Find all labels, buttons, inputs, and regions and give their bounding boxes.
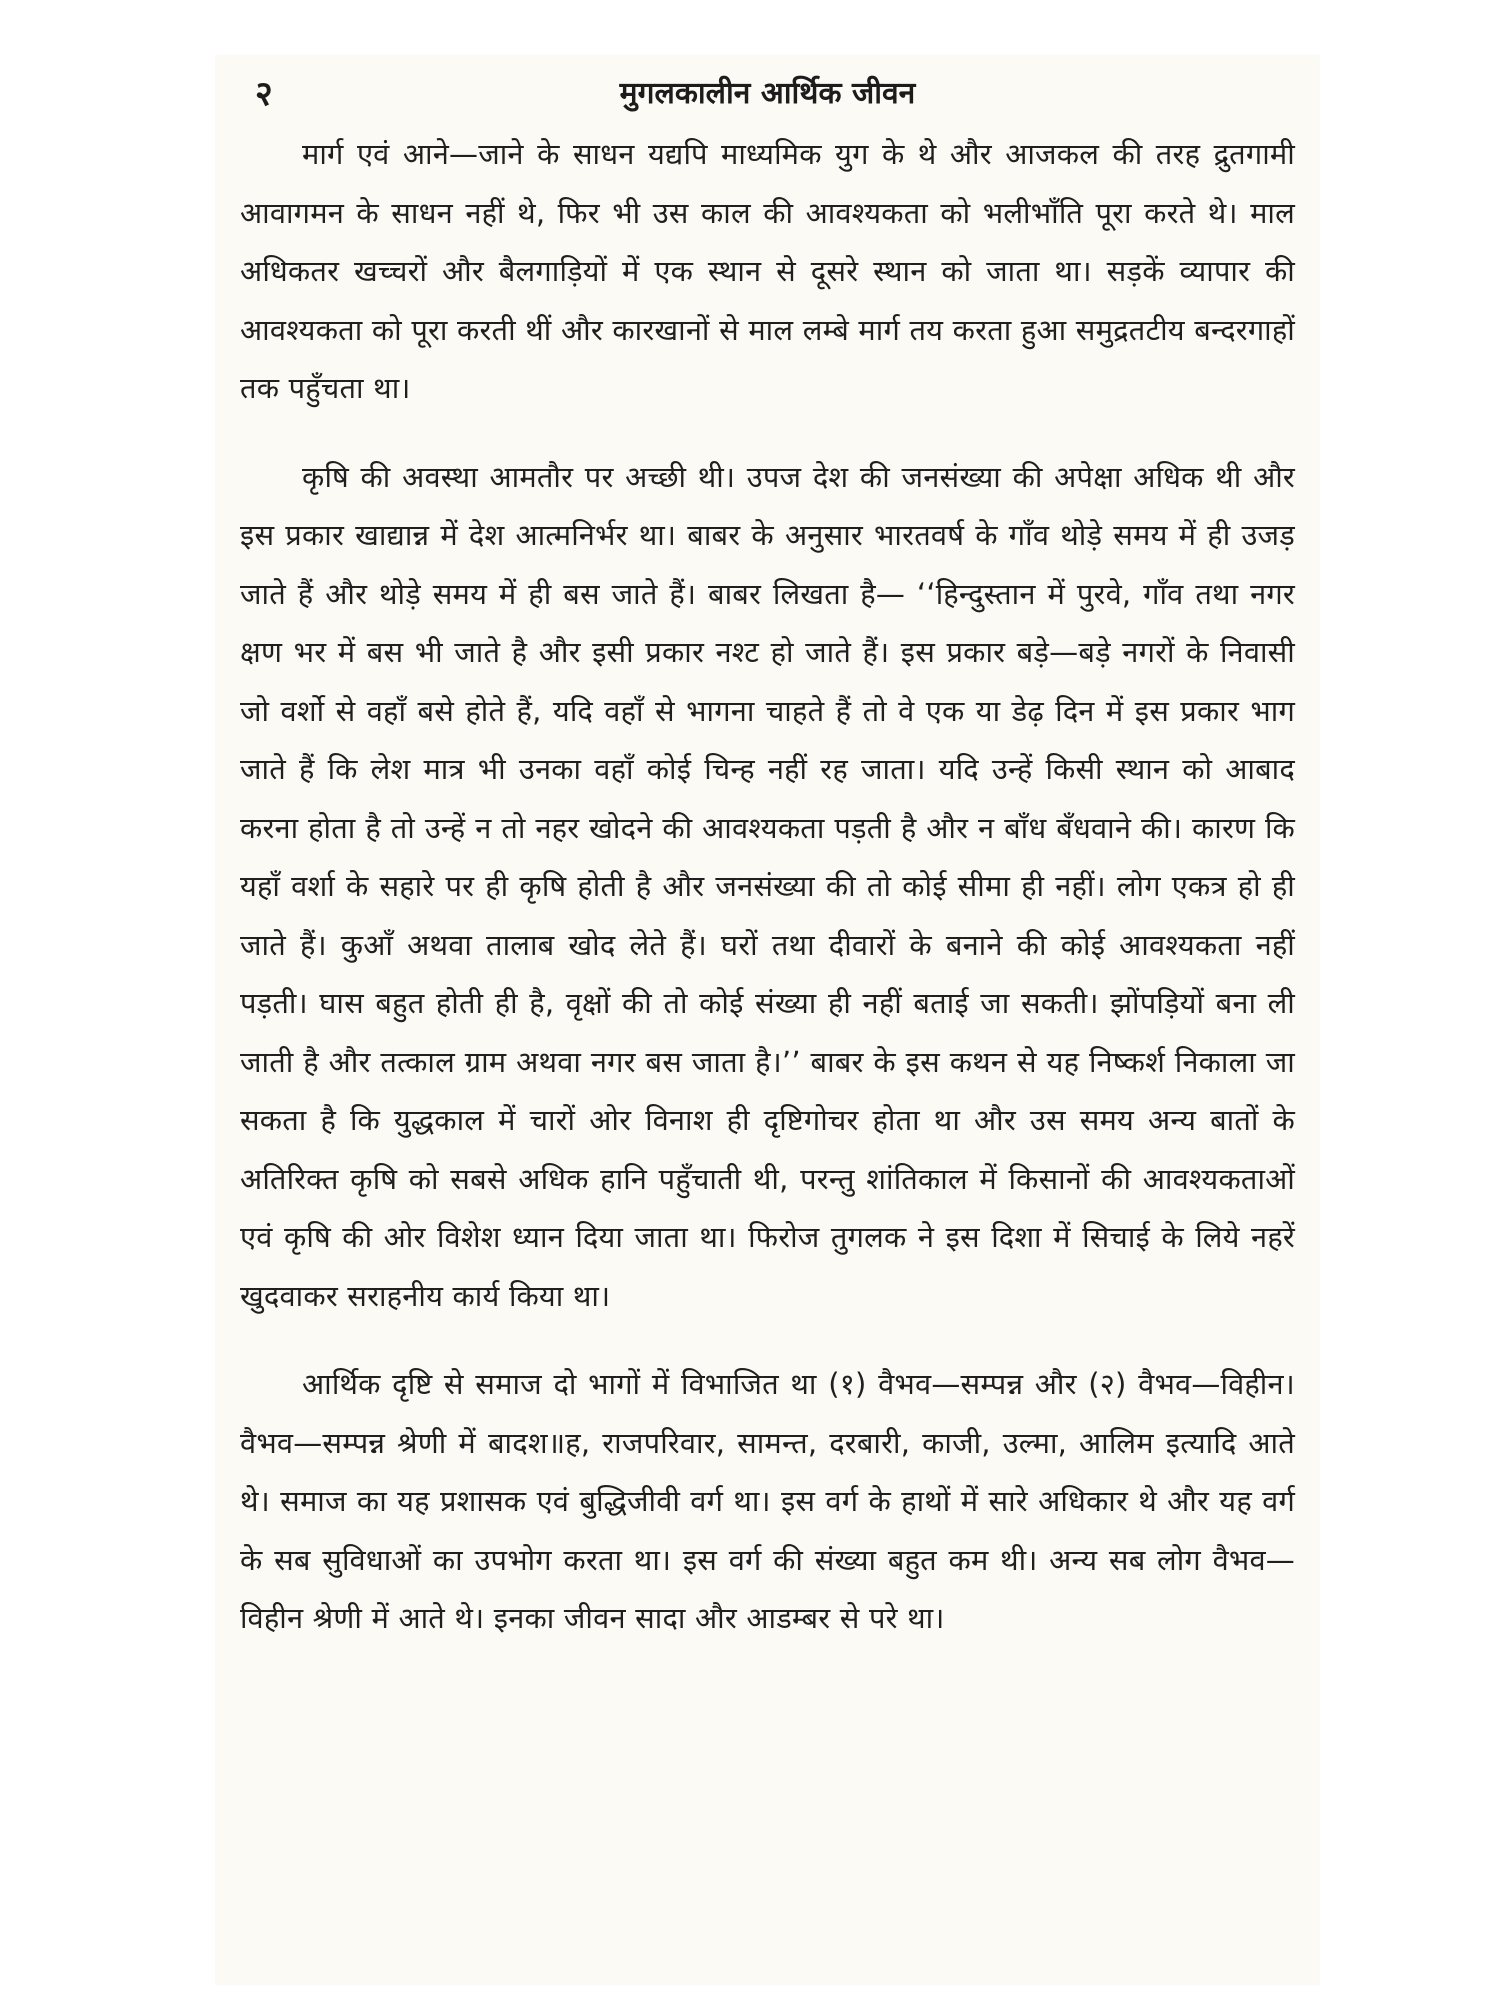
paragraph-roads: मार्ग एवं आने—जाने के साधन यद्यपि माध्यमिक युग के थे और आजकल की तरह द्रुतगामी आवागमन के साधन नहीं थे, फिर भी उस काल की आवश्यकता को भलीभाँति पूरा करते थे। माल अधिकतर खच्चरों और बैलगाड़ियों में एक स्थान से दूसरे स्थान को जाता था। सड़कें व्यापार की आवश्यकता को पूरा करती थीं और कारखानों से माल लम्बे मार्ग तय करता हुआ समुद्रतटीय बन्दरगाहों तक पहुँचता था। — [240, 137, 1295, 405]
paragraph-society: आर्थिक दृष्टि से समाज दो भागों में विभाजित था (१) वैभव—सम्पन्न और (२) वैभव—विहीन। वैभव—सम्पन्न श्रेणी में बादश॥ह, राजपरिवार, सामन्त, दरबारी, काजी, उल्मा, आलिम इत्यादि आते थे। समाज का यह प्रशासक एवं बुद्धिजीवी वर्ग था। इस वर्ग के हाथों में सारे अधिकार थे और यह वर्ग के सब सुविधाओं का उपभोग करता था। इस वर्ग की संख्या बहुत कम थी। अन्य सब लोग वैभव—विहीन श्रेणी में आते थे। इनका जीवन सादा और आडम्बर से परे था। — [240, 1367, 1295, 1635]
paragraph-agriculture: कृषि की अवस्था आमतौर पर अच्छी थी। उपज देश की जनसंख्या की अपेक्षा अधिक थी और इस प्रकार खाद्यान्न में देश आत्मनिर्भर था। बाबर के अनुसार भारतवर्ष के गाँव थोड़े समय में ही उजड़ जाते हैं और थोड़े समय में ही बस जाते हैं। बाबर लिखता है— ‘‘हिन्दुस्तान में पुरवे, गाँव तथा नगर क्षण भर में बस भी जाते है और इसी प्रकार नश्ट हो जाते हैं। इस प्रकार बड़े—बड़े नगरों के निवासी जो वर्शो से वहाँ बसे होते हैं, यदि वहाँ से भागना चाहते हैं तो वे एक या डेढ़ दिन में इस प्रकार भाग जाते हैं कि लेश मात्र भी उनका वहाँ कोई चिन्ह नहीं रह जाता। यदि उन्हें किसी स्थान को आबाद करना होता है तो उन्हें न तो नहर खोदने की आवश्यकता पड़ती है और न बाँध बँधवाने की। कारण कि यहाँ वर्शा के सहारे पर ही कृषि होती है और जनसंख्या की तो कोई सीमा ही नहीं। लोग एकत्र हो ही जाते हैं। कुआँ अथवा तालाब खोद लेते हैं। घरों तथा दीवारों के बनाने की कोई आवश्यकता नहीं पड़ती। घास बहुत होती ही है, वृक्षों की तो कोई संख्या ही नहीं बताई जा सकती। झोंपड़ियों बना ली जाती है और तत्काल ग्राम अथवा नगर बस जाता है।’’ बाबर के इस कथन से यह निष्कर्श निकाला जा सकता है कि युद्धकाल में चारों ओर विनाश ही दृष्टिगोचर होता था और उस समय अन्य बातों के अतिरिक्त कृषि को सबसे अधिक हानि पहुँचाती थी, परन्तु शांतिकाल में किसानों की आवश्यकताओं एवं कृषि की ओर विशेश ध्यान दिया जाता था। फिरोज तुगलक ने इस दिशा में सिचाई के लिये नहरें खुदवाकर सराहनीय कार्य किया था। — [240, 459, 1295, 1313]
page-number: २ — [255, 74, 273, 114]
running-title: मुगलकालीन आर्थिक जीवन — [619, 76, 916, 111]
page-header — [215, 55, 1320, 115]
body-text — [240, 125, 1295, 1678]
book-page — [215, 55, 1320, 1985]
